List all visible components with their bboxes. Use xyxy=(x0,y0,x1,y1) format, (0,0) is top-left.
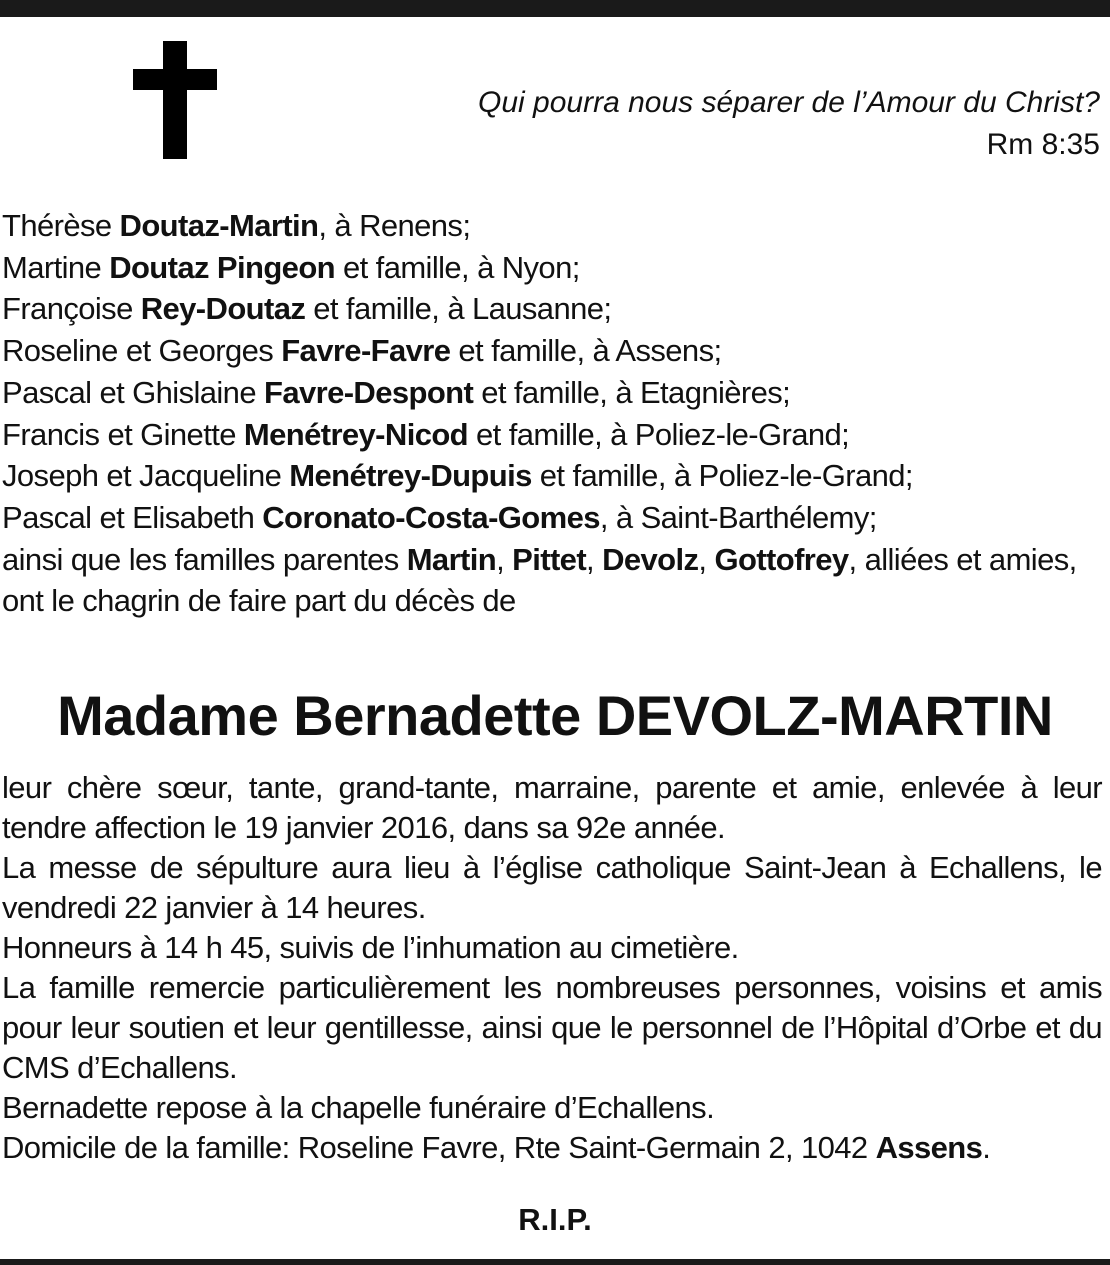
notice-paragraph: leur chère sœur, tante, grand-tante, marraine, parente et amie, enlevée à leur tendre affection le 19 janvier 2016, dans sa 92e année. xyxy=(2,770,1102,845)
domicile-town: Assens xyxy=(875,1130,983,1165)
family-line: Pascal et Ghislaine Favre-Despont et famille, à Etagnières; xyxy=(2,374,791,410)
family-surname: Menétrey-Nicod xyxy=(243,416,469,452)
family-surname: Doutaz Pingeon xyxy=(109,249,335,285)
family-list xyxy=(2,205,1108,622)
family-surname: Favre-Despont xyxy=(263,374,474,410)
relative-surname: Martin xyxy=(406,541,497,577)
latin-cross-icon xyxy=(133,41,217,159)
top-border-rule xyxy=(0,0,1110,17)
relative-surname: Gottofrey xyxy=(714,541,849,577)
family-surname: Menétrey-Dupuis xyxy=(289,458,532,494)
family-surname: Favre-Favre xyxy=(281,333,451,369)
epigraph xyxy=(478,82,1100,166)
family-line: Joseph et Jacqueline Menétrey-Dupuis et famille, à Poliez-le-Grand; xyxy=(2,458,913,494)
domicile-line: Domicile de la famille: Roseline Favre, Rte Saint-Germain 2, 1042 Assens. xyxy=(2,1130,991,1165)
family-line: Francis et Ginette Menétrey-Nicod et famille, à Poliez-le-Grand; xyxy=(2,416,850,452)
family-line: Pascal et Elisabeth Coronato-Costa-Gomes, à Saint-Barthélemy; xyxy=(2,499,877,535)
deceased-name: Madame Bernadette DEVOLZ-MARTIN xyxy=(57,684,1053,747)
notice-paragraph: La famille remercie particulièrement les nombreuses personnes, voisins et amis pour leur soutien et leur gentillesse, ainsi que le personnel de l’Hôpital d’Orbe et du CMS d’Echallens. xyxy=(2,970,1102,1085)
epigraph-quote: Qui pourra nous séparer de l’Amour du Christ? xyxy=(478,86,1100,119)
relatives-line: ainsi que les familles parentes Martin, Pittet, Devolz, Gottofrey, alliées et amies, xyxy=(2,541,1077,577)
family-surname: Coronato-Costa-Gomes xyxy=(262,499,600,535)
relative-surname: Pittet xyxy=(512,541,587,577)
family-line: Martine Doutaz Pingeon et famille, à Nyon; xyxy=(2,249,580,285)
family-line: Thérèse Doutaz-Martin, à Renens; xyxy=(2,208,471,243)
family-line: Roseline et Georges Favre-Favre et famille, à Assens; xyxy=(2,333,722,369)
relative-surname: Devolz xyxy=(602,541,699,577)
bottom-border-rule xyxy=(0,1259,1110,1265)
notice-paragraph: Bernadette repose à la chapelle funéraire d’Echallens. xyxy=(2,1090,715,1125)
epigraph-reference: Rm 8:35 xyxy=(986,128,1100,161)
notice-paragraph: Honneurs à 14 h 45, suivis de l’inhumation au cimetière. xyxy=(2,930,739,965)
family-line: Françoise Rey-Doutaz et famille, à Lausanne; xyxy=(2,291,612,327)
notice-paragraph: La messe de sépulture aura lieu à l’église catholique Saint-Jean à Echallens, le vendredi 22 janvier à 14 heures. xyxy=(2,850,1102,925)
closing-rip: R.I.P. xyxy=(518,1202,592,1237)
announcement-line: ont le chagrin de faire part du décès de xyxy=(2,583,516,619)
notice-body xyxy=(2,768,1102,1168)
family-surname: Rey-Doutaz xyxy=(140,291,306,327)
family-surname: Doutaz-Martin xyxy=(119,208,319,243)
